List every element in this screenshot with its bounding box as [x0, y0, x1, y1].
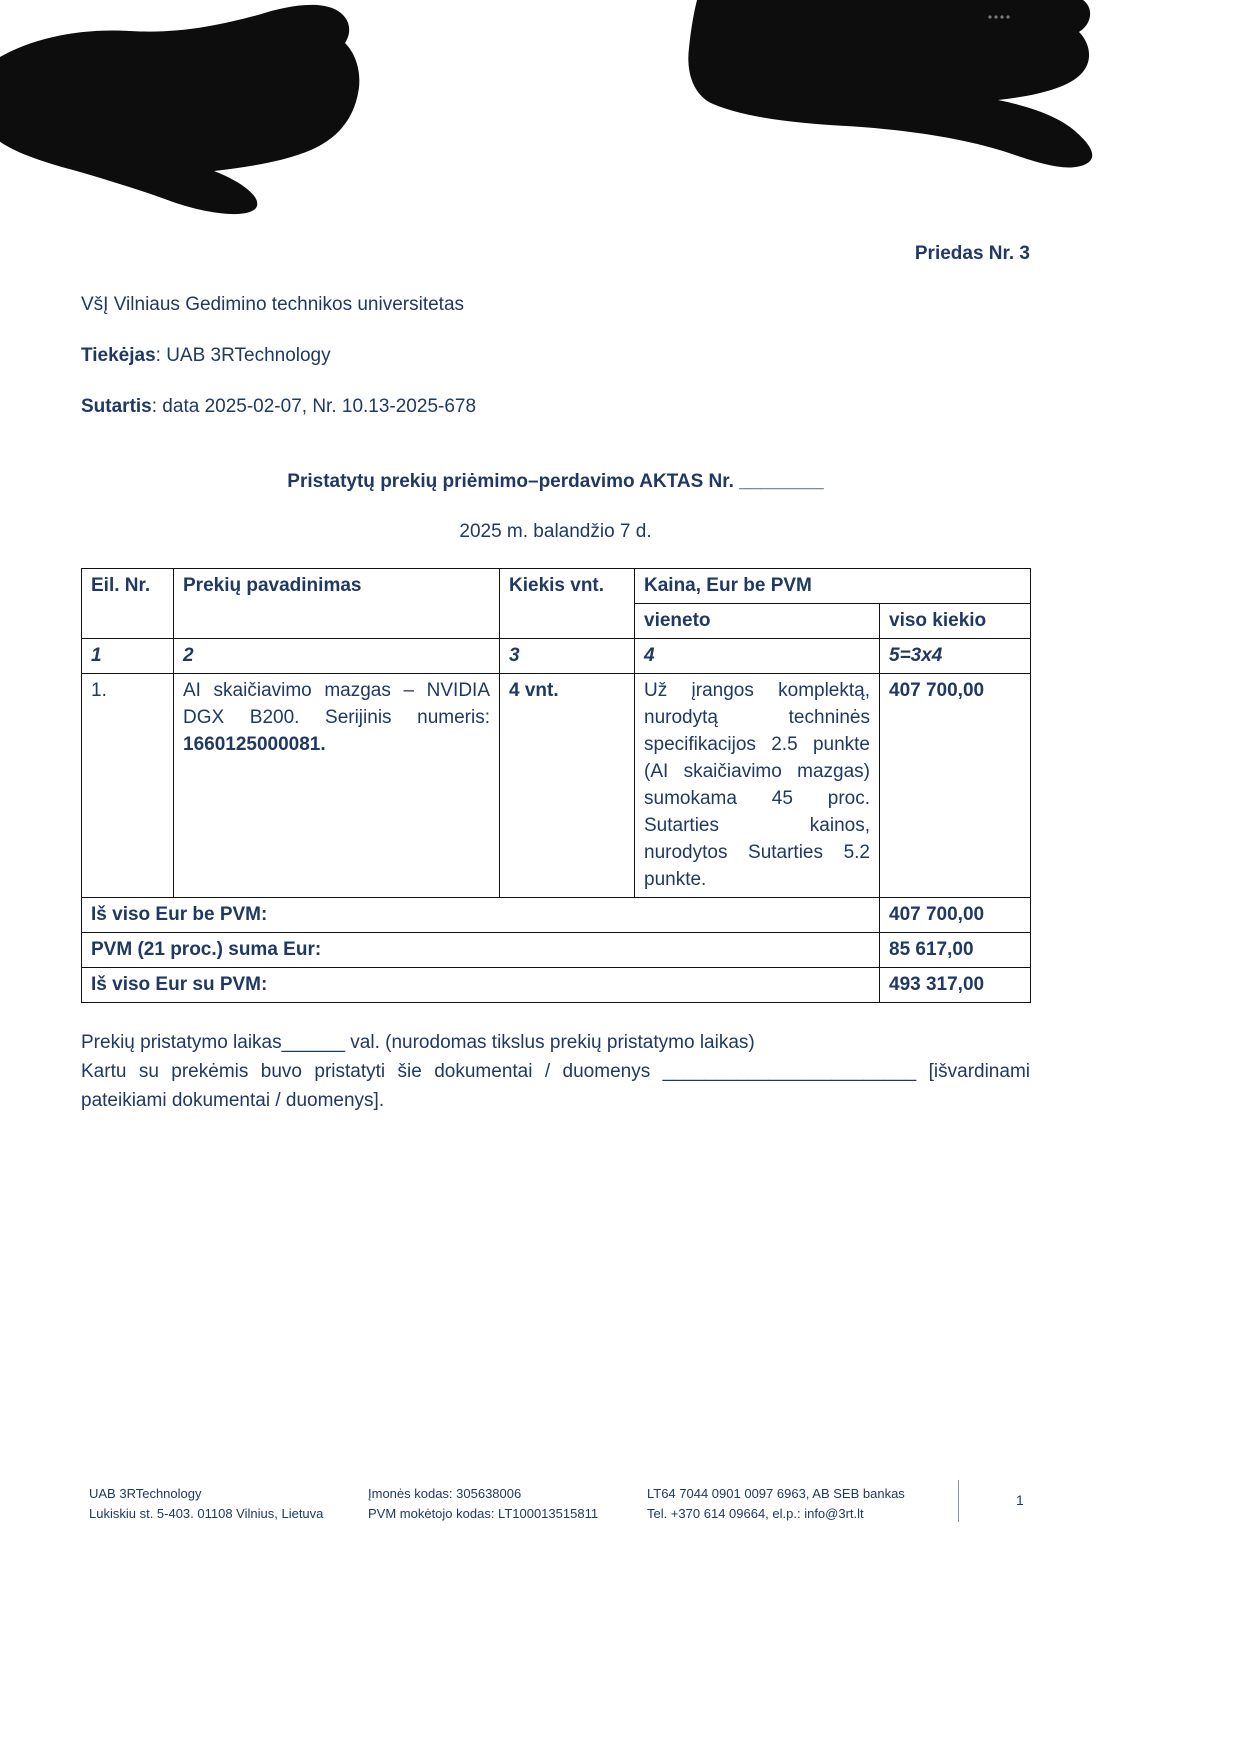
- item-name-text: AI skaičiavimo mazgas – NVIDIA DGX B200. Serijinis numeris:: [183, 680, 490, 728]
- col-num-4: 4: [635, 639, 880, 674]
- col-num-5: 5=3x4: [880, 639, 1031, 674]
- total-row-pvm: [82, 933, 1031, 968]
- document-content: [0, 243, 1241, 1115]
- supplier-label: Tiekėjas: [81, 345, 156, 366]
- footer-codes-block: [368, 1484, 598, 1524]
- pvm-suma-value: 85 617,00: [880, 933, 1031, 968]
- column-number-row: [82, 639, 1031, 674]
- redaction-dots: [988, 15, 1009, 18]
- total-su-pvm-value: 493 317,00: [880, 968, 1031, 1003]
- col-num-2: 2: [174, 639, 500, 674]
- organization-name: VšĮ Vilniaus Gedimino technikos universitetas: [81, 294, 465, 315]
- redaction-scribble-right: [688, 0, 1092, 167]
- header-kaina: Kaina, Eur be PVM: [635, 569, 1031, 604]
- delivery-time-note: Prekių pristatymo laikas______ val. (nurodomas tikslus prekių pristatymo laikas): [81, 1032, 755, 1053]
- header-eil-nr: Eil. Nr.: [82, 569, 174, 639]
- footer-phone-email: Tel. +370 614 09664, el.p.: info@3rt.lt: [647, 1506, 864, 1521]
- footer-vat-code: PVM mokėtojo kodas: LT100013515811: [368, 1506, 599, 1521]
- item-name-cell: [174, 674, 500, 898]
- redaction-scribble-left: [0, 5, 359, 214]
- redaction-overlay: [0, 0, 1241, 240]
- contract-label: Sutartis: [81, 396, 152, 417]
- item-eil-nr: 1.: [82, 674, 174, 898]
- page-number: 1: [1016, 1492, 1024, 1508]
- item-serial-number: 1660125000081.: [183, 734, 326, 755]
- total-be-pvm-value: 407 700,00: [880, 898, 1031, 933]
- col-num-1: 1: [82, 639, 174, 674]
- footer-company-code: Įmonės kodas: 305638006: [368, 1486, 522, 1501]
- goods-table: [81, 568, 1031, 1003]
- annex-label: Priedas Nr. 3: [914, 243, 1030, 264]
- header-viso-kiekio: viso kiekio: [880, 604, 1031, 639]
- total-row-su-pvm: [82, 968, 1031, 1003]
- footer-bank-block: [647, 1484, 905, 1524]
- header-pavadinimas: Prekių pavadinimas: [174, 569, 500, 639]
- item-total-price: 407 700,00: [880, 674, 1031, 898]
- pvm-suma-label: PVM (21 proc.) suma Eur:: [82, 933, 880, 968]
- act-title: Pristatytų prekių priėmimo–perdavimo AKTAS Nr. ________: [287, 471, 824, 492]
- item-quantity: 4 vnt.: [500, 674, 635, 898]
- supplier-value: : UAB 3RTechnology: [155, 345, 331, 366]
- total-su-pvm-label: Iš viso Eur su PVM:: [82, 968, 880, 1003]
- total-be-pvm-label: Iš viso Eur be PVM:: [82, 898, 880, 933]
- footer-divider-line: [958, 1480, 959, 1522]
- table-header-row-1: [82, 569, 1031, 604]
- item-unit-price-note: Už įrangos komplektą, nurodytą techninės specifikacijos 2.5 punkte (AI skaičiavimo mazgas) sumokama 45 proc. Sutarties kainos, nurodytos Sutarties 5.2 punkte.: [635, 674, 880, 898]
- contract-value: : data 2025-02-07, Nr. 10.13-2025-678: [151, 396, 477, 417]
- act-date: 2025 m. balandžio 7 d.: [459, 521, 652, 542]
- item-row: [82, 674, 1031, 898]
- footer-bank-account: LT64 7044 0901 0097 6963, AB SEB bankas: [647, 1486, 905, 1501]
- footer-company-block: [89, 1484, 323, 1524]
- footer-company-name: UAB 3RTechnology: [89, 1486, 202, 1501]
- contract-line: [81, 396, 1030, 418]
- col-num-3: 3: [500, 639, 635, 674]
- total-row-be-pvm: [82, 898, 1031, 933]
- footer-company-address: Lukiskiu st. 5-403. 01108 Vilnius, Lietuva: [89, 1506, 324, 1521]
- header-vieneto: vieneto: [635, 604, 880, 639]
- supplier-line: [81, 345, 1030, 367]
- documents-note: Kartu su prekėmis buvo pristatyti šie dokumentai / duomenys ________________________ [išvardinami pateikiami dokumentai / duomenys].: [81, 1061, 1030, 1111]
- header-kiekis: Kiekis vnt.: [500, 569, 635, 639]
